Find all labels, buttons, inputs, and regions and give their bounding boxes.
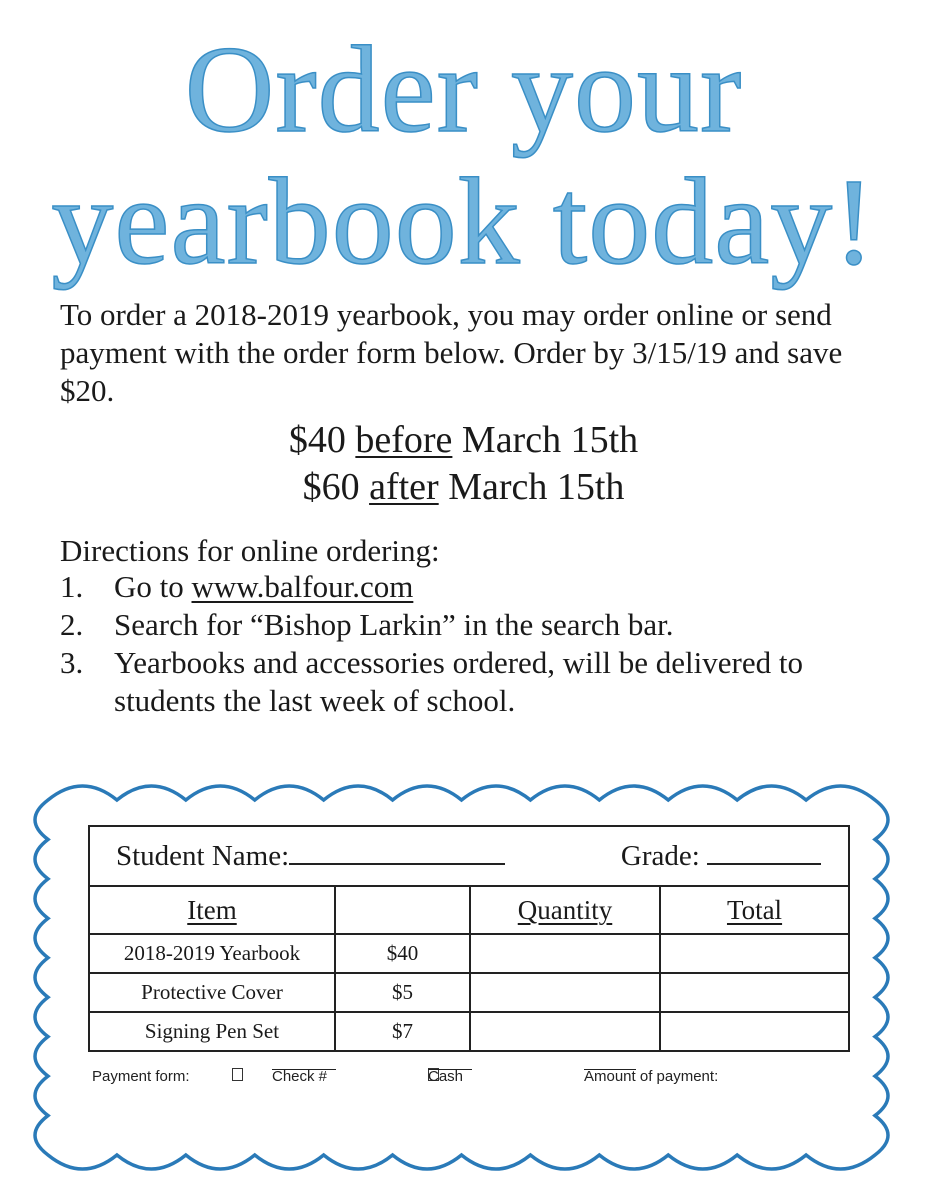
price-amount: $40: [288, 419, 346, 461]
amount-label: Amount of payment:: [584, 1068, 719, 1085]
student-name-field[interactable]: [289, 862, 505, 865]
total-cell[interactable]: [660, 934, 849, 973]
step-number: 1.: [60, 569, 84, 604]
table-row: [89, 934, 849, 973]
table-row: [89, 973, 849, 1012]
check-label: Check #: [272, 1068, 328, 1085]
balfour-link[interactable]: www.balfour.com: [191, 569, 414, 604]
check-number-field[interactable]: [272, 1068, 336, 1070]
item-price: $5: [335, 973, 470, 1012]
column-header: Total: [660, 886, 849, 934]
order-form-table: [88, 825, 850, 1052]
title-line-1: Order your: [184, 21, 743, 158]
step-number: 3.: [60, 645, 84, 680]
grade-label: Grade:: [620, 839, 700, 872]
table-header-row: [89, 886, 849, 934]
column-header: Quantity: [470, 886, 660, 934]
step-text: Yearbooks and accessories ordered, will be delivered to students the last week of school.: [114, 645, 803, 718]
grade-field[interactable]: [707, 862, 821, 865]
quantity-cell[interactable]: [470, 934, 660, 973]
price-amount: $60: [302, 466, 360, 508]
item-name: Signing Pen Set: [89, 1012, 335, 1051]
price-date: March 15th: [461, 419, 639, 461]
item-price: $7: [335, 1012, 470, 1051]
quantity-cell[interactable]: [470, 1012, 660, 1051]
directions-heading: Directions for online ordering:: [60, 533, 440, 568]
student-info-row: [89, 826, 849, 886]
item-name: 2018-2019 Yearbook: [89, 934, 335, 973]
column-header: [335, 886, 470, 934]
table-row: [89, 1012, 849, 1051]
total-cell[interactable]: [660, 1012, 849, 1051]
total-cell[interactable]: [660, 973, 849, 1012]
step-text: Go to: [114, 569, 192, 604]
student-name-label: Student Name:: [116, 839, 290, 872]
price-date: March 15th: [448, 466, 625, 508]
title-line-2: yearbook today!: [51, 153, 876, 290]
item-name: Protective Cover: [89, 973, 335, 1012]
column-header: Item: [89, 886, 335, 934]
quantity-cell[interactable]: [470, 973, 660, 1012]
cash-field[interactable]: [428, 1068, 472, 1070]
payment-label: Payment form:: [92, 1068, 190, 1085]
step-text: Search for “Bishop Larkin” in the search bar.: [114, 607, 674, 642]
item-price: $40: [335, 934, 470, 973]
checkbox-icon[interactable]: [232, 1068, 243, 1081]
intro-paragraph: To order a 2018-2019 yearbook, you may order online or send payment with the order form below. Order by 3/15/19 and save $20.: [60, 297, 843, 408]
amount-field[interactable]: [584, 1068, 636, 1070]
price-when: after: [369, 466, 439, 508]
step-number: 2.: [60, 607, 84, 642]
price-when: before: [355, 419, 453, 461]
cash-label: Cash: [428, 1068, 464, 1085]
